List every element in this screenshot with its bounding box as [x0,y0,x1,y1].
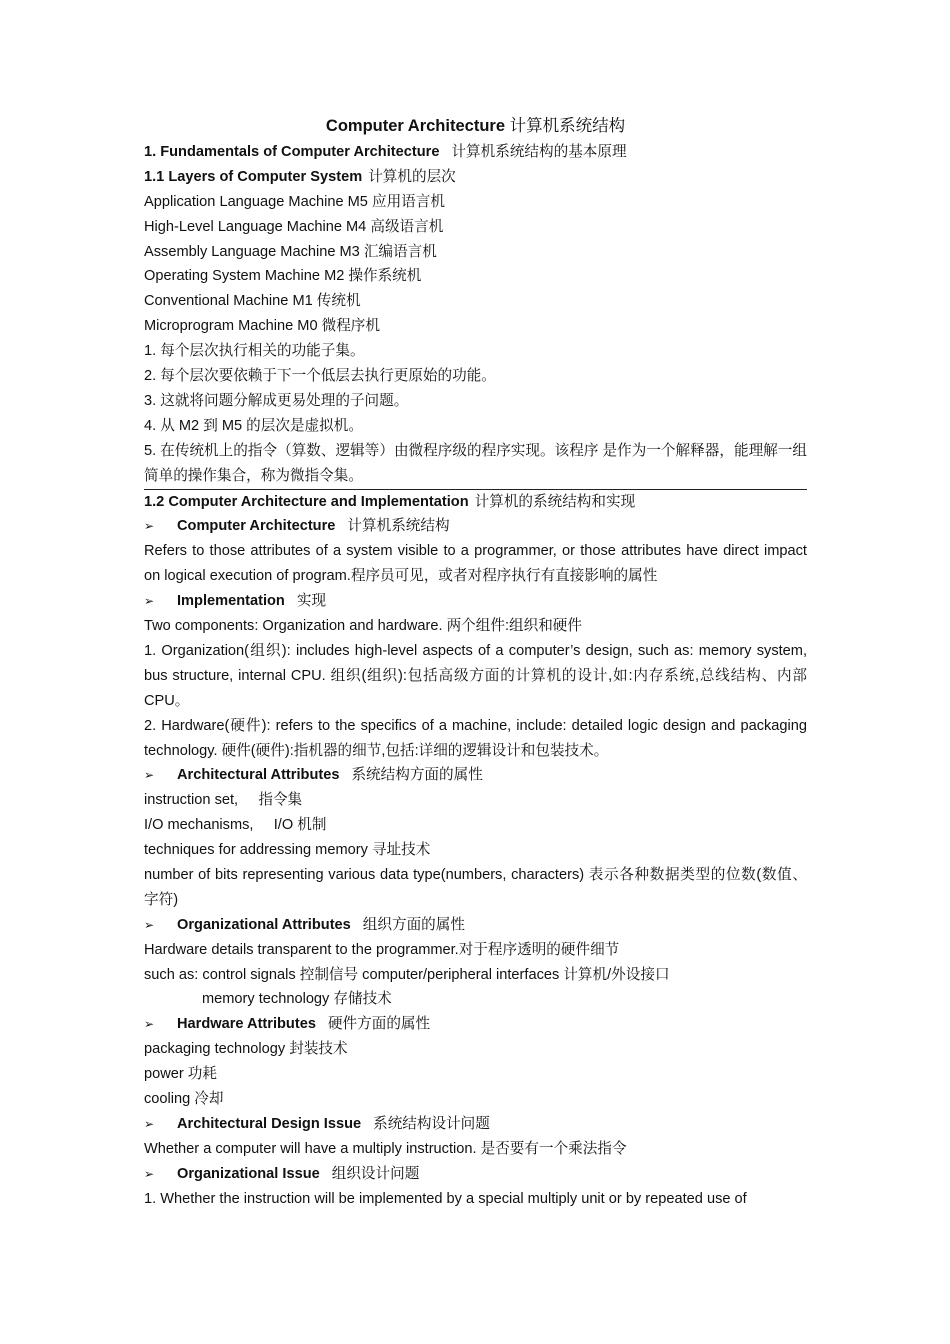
paragraph-adi: Whether a computer will have a multiply instruction. 是否要有一个乘法指令 [144,1140,627,1157]
arch-item-bits: number of bits representing various data type(numbers, characters) 表示各种数据类型的位数(数值、字符) [144,866,807,908]
paragraph-impl-hardware: 2. Hardware(硬件): refers to the specifics of a machine, include: detailed logic design and packaging technology. 硬件(硬件):指机器的细节,包括:详细的逻辑设计和包装技术。 [144,717,807,759]
arrow-bullet-icon: ➢ [144,768,155,783]
title-en: Computer Architecture [325,117,505,135]
layer-point: 4. 从 M2 到 M5 的层次是虚拟机。 [144,417,363,434]
layer-item: Operating System Machine M2 操作系统机 [144,268,422,285]
paragraph-ca-definition: Refers to those attributes of a system visible to a programmer, or those attributes have direct impact on logical execution of program.程序员可见，或者对程序执行有直接影响的属性 [144,543,807,585]
arrow-bullet-icon: ➢ [144,519,155,534]
org-item-indent: memory technology 存储技术 [202,991,392,1008]
bullet-organizational-issue: ➢ Organizational Issue 组织设计问题 [144,1162,807,1187]
section-1-2-heading: 1.2 Computer Architecture and Implementation 计算机的系统结构和实现 [144,493,636,510]
hw-item: cooling 冷却 [144,1091,224,1108]
layer-item: Microprogram Machine M0 微程序机 [144,318,380,335]
bullet-hardware-attributes: ➢ Hardware Attributes 硬件方面的属性 [144,1012,807,1037]
hw-item: power 功耗 [144,1066,217,1083]
arch-item: instruction set, 指令集 [144,792,303,809]
arrow-bullet-icon: ➢ [144,1116,155,1131]
document-page [144,113,807,1211]
layer-point: 5. 在传统机上的指令（算数、逻辑等）由微程序级的程序实现。该程序 是作为一个解释器，能理解一组简单的操作集合，称为微指令集。 [144,439,807,490]
document-title [144,113,807,139]
paragraph-impl-components: Two components: Organization and hardware. 两个组件:组织和硬件 [144,617,582,634]
paragraph-impl-organization: 1. Organization(组织): includes high-level aspects of a computer’s design, such as: memory system, bus structure, internal CPU. 组织(组织):包括高级方面的计算机的设计,如:内存系统,总线结构、内部 CPU。 [144,642,807,709]
layer-item: Application Language Machine M5 应用语言机 [144,193,445,210]
arrow-bullet-icon: ➢ [144,594,155,609]
layer-point: 1. 每个层次执行相关的功能子集。 [144,343,365,360]
layer-item: High-Level Language Machine M4 高级语言机 [144,218,444,235]
bullet-architectural-attributes: ➢ Architectural Attributes 系统结构方面的属性 [144,763,807,788]
section-1-heading: 1. Fundamentals of Computer Architecture 计算机系统结构的基本原理 [144,144,627,160]
layer-point: 3. 这就将问题分解成更易处理的子问题。 [144,392,409,409]
arrow-bullet-icon: ➢ [144,1017,155,1032]
arrow-bullet-icon: ➢ [144,917,155,932]
arch-item: I/O mechanisms, I/O 机制 [144,817,327,834]
layer-item: Conventional Machine M1 传统机 [144,293,361,310]
title-cn: 计算机系统结构 [509,117,626,135]
arch-item: techniques for addressing memory 寻址技术 [144,842,431,859]
org-item: such as: control signals 控制信号 computer/peripheral interfaces 计算机/外设接口 [144,966,670,983]
hw-item: packaging technology 封装技术 [144,1041,348,1058]
bullet-organizational-attributes: ➢ Organizational Attributes 组织方面的属性 [144,913,807,938]
bullet-implementation: ➢ Implementation 实现 [144,589,807,614]
org-item: Hardware details transparent to the programmer.对于程序透明的硬件细节 [144,941,620,958]
arrow-bullet-icon: ➢ [144,1166,155,1181]
bullet-computer-architecture: ➢ Computer Architecture 计算机系统结构 [144,514,807,539]
layer-item: Assembly Language Machine M3 汇编语言机 [144,243,437,260]
paragraph-oi: 1. Whether the instruction will be implemented by a special multiply unit or by repeated use of [144,1190,747,1207]
layer-point: 2. 每个层次要依赖于下一个低层去执行更原始的功能。 [144,368,496,385]
bullet-architectural-design-issue: ➢ Architectural Design Issue 系统结构设计问题 [144,1112,807,1137]
section-1-1-heading: 1.1 Layers of Computer System 计算机的层次 [144,168,456,185]
